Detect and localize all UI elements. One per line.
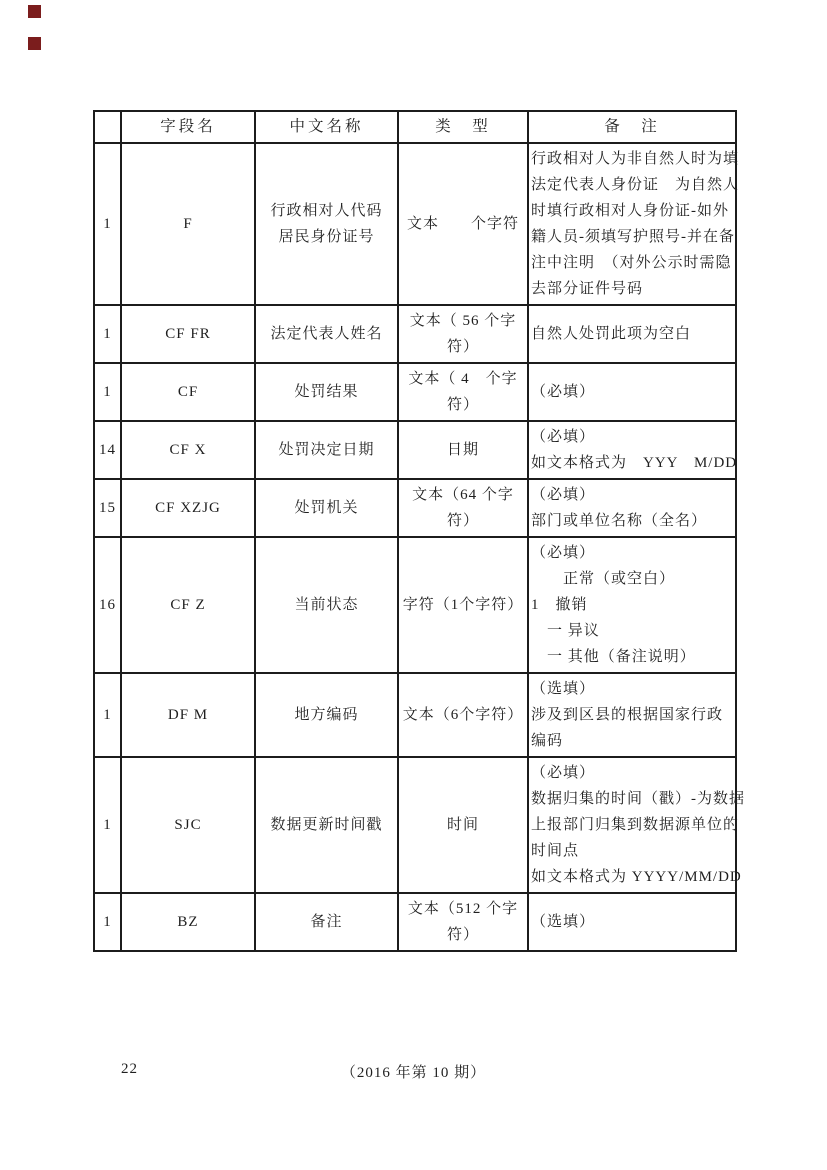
cell-type: 文本（512 个字符）	[398, 893, 528, 951]
column-header: 类 型	[398, 111, 528, 143]
cell-line: 地方编码	[294, 707, 359, 723]
cell-field-code: CF FR	[121, 305, 255, 363]
table-body	[94, 143, 745, 951]
cell-field-code: CF Z	[121, 537, 255, 673]
cell-line: 编码	[531, 733, 564, 749]
table-row	[94, 537, 736, 673]
cell-row-number: 15	[94, 479, 121, 537]
cell-line: （必填）	[531, 545, 596, 561]
cell-line: 如文本格式为 YYY M/DD	[531, 455, 738, 471]
cell-line: （必填）	[531, 384, 596, 400]
cell-field-code: DF M	[121, 673, 255, 757]
cell-line: 涉及到区县的根据国家行政	[531, 707, 724, 723]
cell-line: 自然人处罚此项为空白	[531, 326, 692, 342]
cell-remark	[528, 893, 736, 951]
page-footer	[0, 1061, 827, 1082]
cell-chinese-name	[255, 673, 398, 757]
cell-line: 注中注明 （对外公示时需隐	[531, 255, 732, 271]
table-row	[94, 421, 736, 479]
cell-field-code: CF	[121, 363, 255, 421]
cell-line: 法定代表人姓名	[270, 326, 383, 342]
column-header: 备 注	[528, 111, 736, 143]
cell-row-number: 14	[94, 421, 121, 479]
cell-chinese-name	[255, 479, 398, 537]
table-row	[94, 893, 736, 951]
cell-line: 去部分证件号码	[531, 281, 644, 297]
cell-type: 文本（ 4 个字符）	[398, 363, 528, 421]
cell-remark	[528, 757, 745, 893]
cell-row-number: 1	[94, 305, 121, 363]
cell-line: 当前状态	[294, 597, 359, 613]
cell-line: 1 撤销	[531, 597, 588, 613]
cell-type: 文本 个字符	[398, 143, 528, 305]
cell-field-code: CF XZJG	[121, 479, 255, 537]
cell-line: 一 其他（备注说明）	[531, 649, 696, 665]
cell-chinese-name	[255, 537, 398, 673]
page-number: 22	[121, 1061, 138, 1077]
cell-line: 处罚决定日期	[278, 442, 375, 458]
table-header-row	[94, 111, 736, 143]
cell-remark	[528, 305, 736, 363]
cell-line: 部门或单位名称（全名）	[531, 513, 708, 529]
cell-line: 处罚机关	[294, 500, 359, 516]
cell-line: 时间点	[531, 843, 580, 859]
table-row	[94, 479, 736, 537]
table-row	[94, 673, 736, 757]
cell-chinese-name	[255, 305, 398, 363]
cell-row-number: 16	[94, 537, 121, 673]
cell-remark	[528, 479, 736, 537]
cell-remark	[528, 421, 736, 479]
cell-field-code: BZ	[121, 893, 255, 951]
cell-remark	[528, 673, 736, 757]
cell-row-number: 1	[94, 757, 121, 893]
cell-type: 文本（6个字符）	[398, 673, 528, 757]
cell-remark	[528, 143, 740, 305]
cell-line: 时填行政相对人身份证-如外	[531, 203, 729, 219]
table-row	[94, 305, 736, 363]
field-spec-table	[93, 110, 745, 952]
issue-label: （2016 年第 10 期）	[340, 1065, 487, 1081]
cell-field-code: F	[121, 143, 255, 305]
corner-mark-top-icon	[28, 5, 41, 18]
cell-row-number: 1	[94, 363, 121, 421]
cell-line: 法定代表人身份证 为自然人	[531, 177, 740, 193]
cell-row-number: 1	[94, 673, 121, 757]
cell-field-code: CF X	[121, 421, 255, 479]
cell-line: 如文本格式为 YYYY/MM/DD	[531, 869, 742, 885]
table-row	[94, 757, 736, 893]
cell-chinese-name	[255, 143, 398, 305]
table-row	[94, 143, 736, 305]
cell-chinese-name	[255, 757, 398, 893]
cell-line: 居民身份证号	[278, 229, 375, 245]
column-header: 字段名	[121, 111, 255, 143]
cell-line: 上报部门归集到数据源单位的	[531, 817, 740, 833]
cell-line: 备注	[310, 914, 343, 930]
cell-line: （选填）	[531, 914, 596, 930]
cell-type: 文本（ 56 个字符）	[398, 305, 528, 363]
cell-chinese-name	[255, 421, 398, 479]
cell-line: 行政相对人为非自然人时为填	[531, 151, 740, 167]
cell-line: （必填）	[531, 429, 596, 445]
cell-line: 处罚结果	[294, 384, 359, 400]
cell-type: 文本（64 个字符）	[398, 479, 528, 537]
corner-mark-bottom-icon	[28, 37, 41, 50]
column-header	[94, 111, 121, 143]
cell-type: 日期	[398, 421, 528, 479]
cell-field-code: SJC	[121, 757, 255, 893]
column-header: 中文名称	[255, 111, 398, 143]
cell-chinese-name	[255, 893, 398, 951]
table-row	[94, 363, 736, 421]
cell-line: （选填）	[531, 681, 596, 697]
cell-line: 正常（或空白）	[531, 571, 676, 587]
cell-line: （必填）	[531, 765, 596, 781]
cell-row-number: 1	[94, 143, 121, 305]
cell-remark	[528, 363, 736, 421]
cell-remark	[528, 537, 736, 673]
cell-line: （必填）	[531, 487, 596, 503]
cell-line: 一 异议	[531, 623, 600, 639]
cell-line: 数据归集的时间（戳）-为数据	[531, 791, 745, 807]
cell-chinese-name	[255, 363, 398, 421]
cell-row-number: 1	[94, 893, 121, 951]
cell-type: 字符（1个字符）	[398, 537, 528, 673]
cell-line: 行政相对人代码	[270, 203, 383, 219]
cell-type: 时间	[398, 757, 528, 893]
cell-line: 数据更新时间戳	[270, 817, 383, 833]
cell-line: 籍人员-须填写护照号-并在备	[531, 229, 735, 245]
